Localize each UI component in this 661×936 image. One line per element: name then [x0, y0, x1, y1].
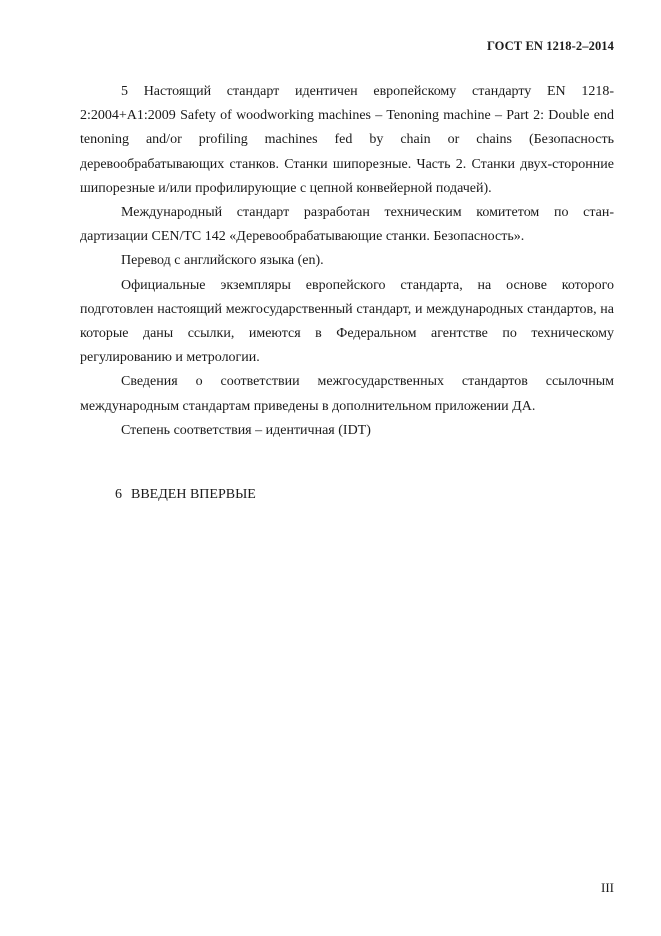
document-code: ГОСТ EN 1218-2–2014: [486, 39, 614, 53]
paragraph-technical-committee: Международный стандарт разработан техническим комитетом по стан-дартизации CEN/TC 142 «Деревообрабатывающие станки. Безопасность».: [80, 205, 614, 245]
paragraph-official-copies: Официальные экземпляры европейского стандарта, на основе которого подготовлен настоящий межгосударственный стандарт, и международных стандартов, на которые даны ссылки, имеются в Федеральном агентстве по техническому регулированию и метрологии.: [80, 277, 614, 366]
document-body: [80, 80, 614, 443]
page-number: III: [601, 880, 614, 895]
section-introduced-first-time: [115, 485, 256, 505]
section-text: ВВЕДЕН ВПЕРВЫЕ: [131, 487, 256, 502]
paragraph-correspondence-info: Сведения о соответствии межгосударственных стандартов ссылочным международным стандартам приведены в дополнительном приложении ДА.: [80, 374, 614, 414]
paragraph-standard-identity: 5 Настоящий стандарт идентичен европейскому стандарту EN 1218-2:2004+A1:2009 Safety of woodworking machines – Tenoning machine – Part 2: Double end tenoning and/or profiling machines fed by chain or chains (Безопасность деревообрабатывающих станков. Станки шипорезные. Часть 2. Станки двух-сторонние шипорезные и/или профилирующие с цепной конвейерной подачей).: [80, 84, 614, 196]
section-number: 6: [115, 487, 122, 502]
paragraph-translation: Перевод с английского языка (en).: [121, 253, 324, 269]
paragraph-degree-of-correspondence: Степень соответствия – идентичная (IDT): [121, 422, 371, 438]
